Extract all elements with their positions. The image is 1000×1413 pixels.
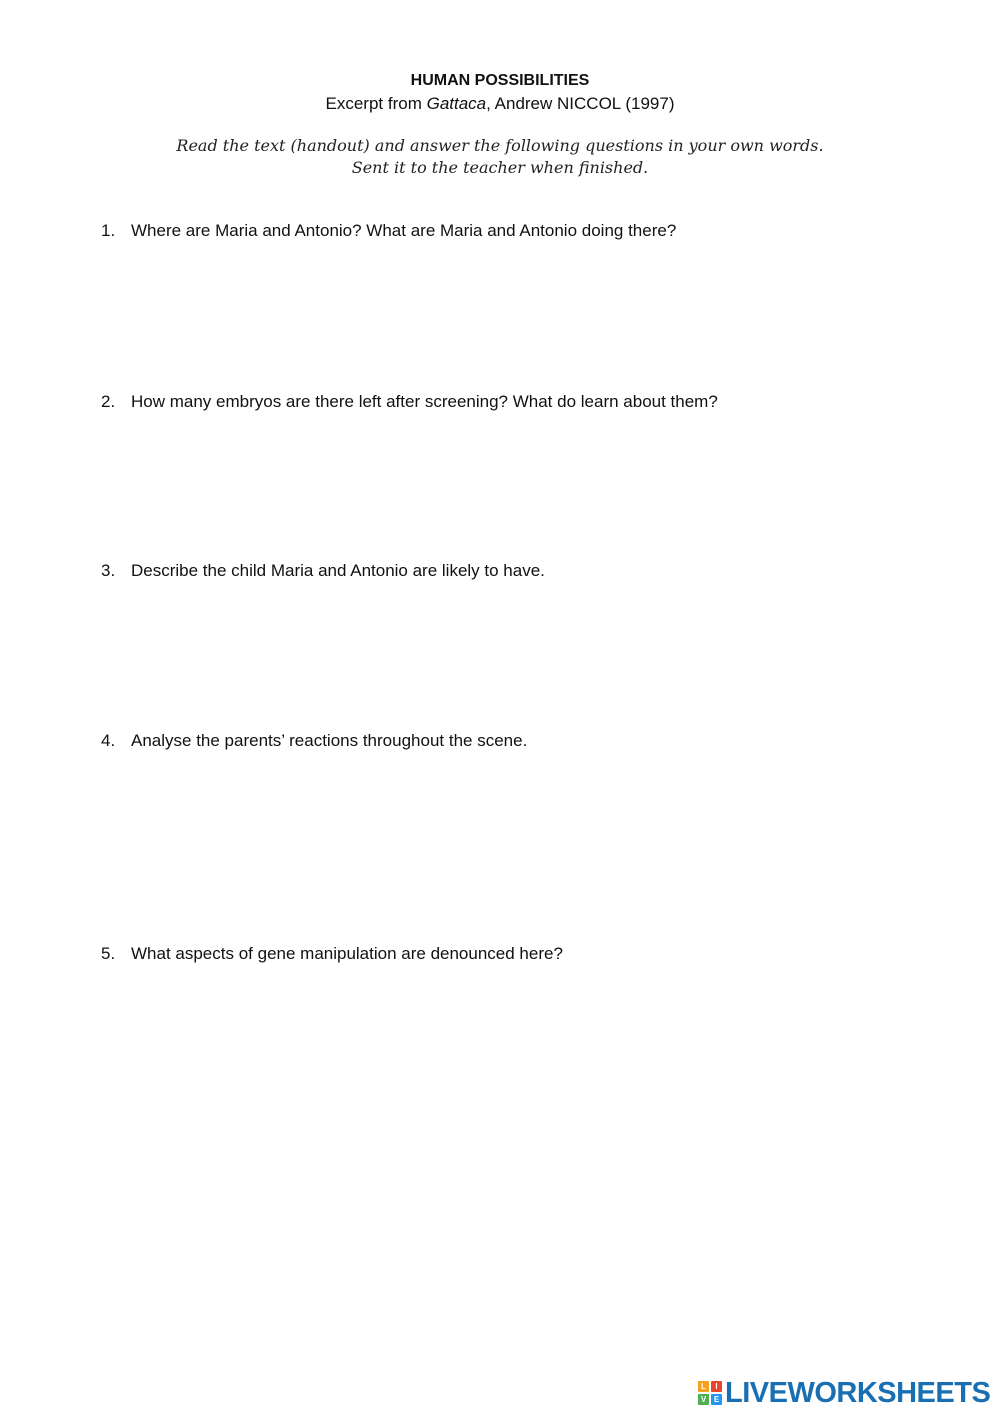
question-number: 5. (101, 944, 116, 963)
question-1 (101, 221, 676, 241)
question-text: Describe the child Maria and Antonio are likely to have. (131, 561, 545, 580)
question-text: Analyse the parents’ reactions throughout the scene. (131, 731, 528, 750)
logo-text: LIVEWORKSHEETS (725, 1376, 991, 1409)
worksheet-title: HUMAN POSSIBILITIES (410, 72, 590, 89)
question-4 (101, 731, 527, 751)
subtitle-suffix: , Andrew NICCOL (1997) (486, 94, 675, 113)
question-text: What aspects of gene manipulation are denounced here? (131, 944, 563, 963)
question-number: 1. (101, 221, 116, 240)
question-number: 2. (101, 392, 116, 411)
subtitle-prefix: Excerpt from (325, 94, 427, 113)
question-3 (101, 561, 545, 581)
film-title: Gattaca (426, 94, 487, 113)
logo-block: I (711, 1381, 722, 1392)
logo-block: L (698, 1381, 709, 1392)
logo-block: V (698, 1394, 709, 1405)
logo-block: E (711, 1394, 722, 1405)
instruction-line-1: Read the text (handout) and answer the following questions in your own words. (176, 136, 824, 155)
logo-blocks-icon (698, 1381, 722, 1405)
question-5 (101, 944, 563, 964)
question-number: 3. (101, 561, 116, 580)
instructions (0, 135, 1000, 179)
question-text: Where are Maria and Antonio? What are Maria and Antonio doing there? (131, 221, 677, 240)
question-2 (101, 392, 718, 412)
instruction-line-2: Sent it to the teacher when finished. (351, 158, 649, 177)
worksheet-subtitle (0, 94, 1000, 114)
question-number: 4. (101, 731, 116, 750)
question-text: How many embryos are there left after screening? What do learn about them? (131, 392, 718, 411)
liveworksheets-logo (698, 1377, 990, 1409)
